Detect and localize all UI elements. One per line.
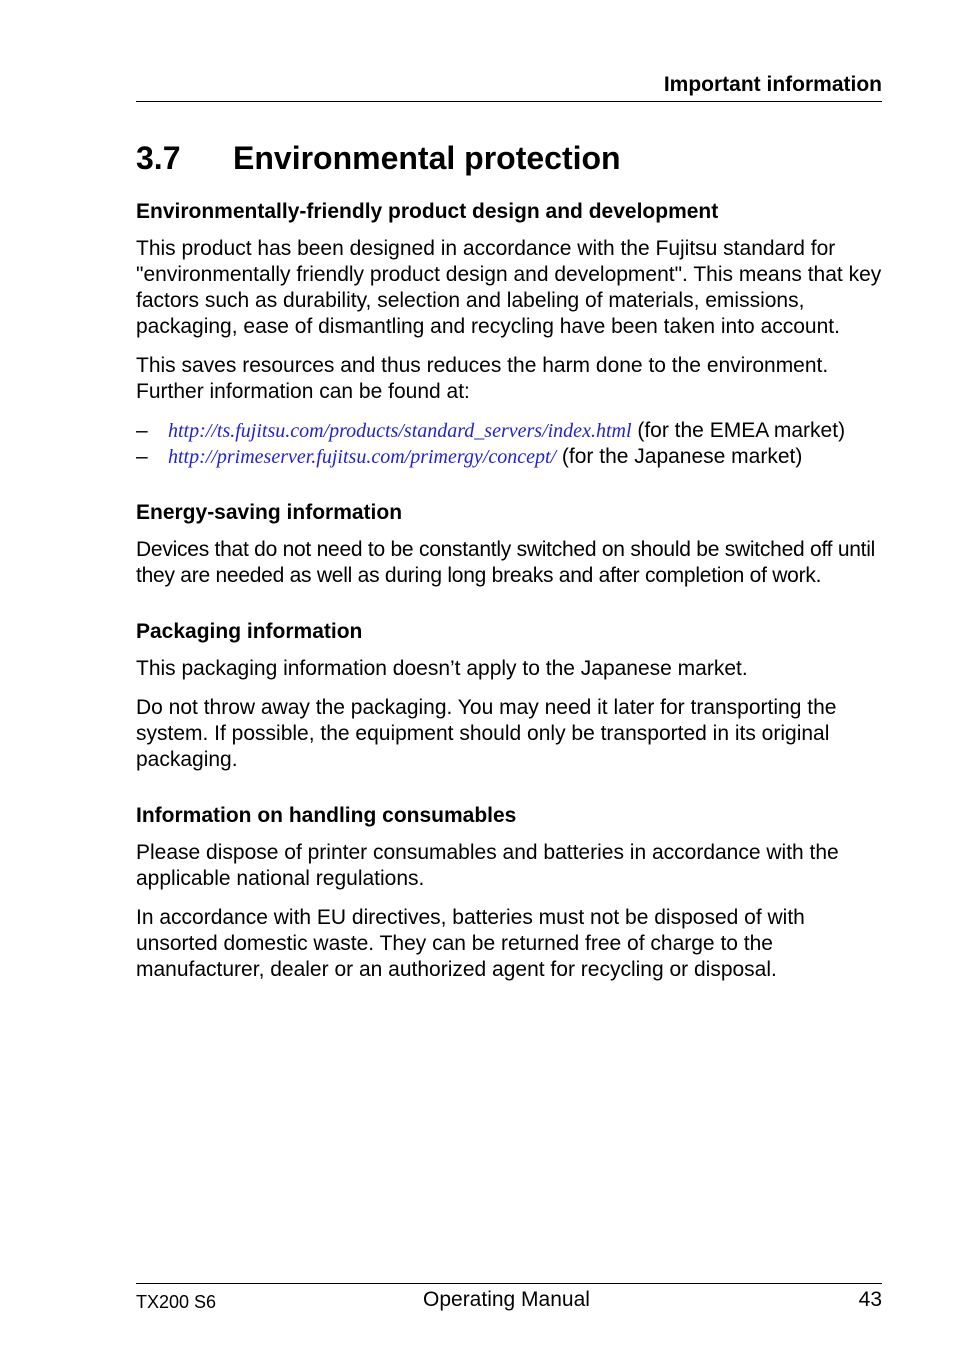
- footer-manual-title: Operating Manual: [423, 1288, 590, 1311]
- packaging-paragraph-2: Do not throw away the packaging. You may need it later for transporting the system. If possible, the equipment should only be transported in its original packaging.: [136, 696, 837, 771]
- list-item: [136, 418, 884, 444]
- header-rule: [136, 101, 882, 102]
- page-content: [136, 136, 884, 996]
- page-number: 43: [858, 1288, 882, 1311]
- design-paragraph-1: This product has been designed in accordance with the Fujitsu standard for "environmentally friendly product design and development". This means that key factors such as durability, selection and labeling of materials, emissions, packaging, ease of dismantling and recycling have been taken into account.: [136, 237, 882, 338]
- packaging-paragraph-1: This packaging information doesn’t apply to the Japanese market.: [136, 657, 748, 680]
- running-header: Important information: [663, 73, 882, 96]
- section-number: 3.7: [136, 140, 181, 176]
- japan-link[interactable]: http://primeserver.fujitsu.com/primergy/concept/: [168, 446, 557, 468]
- consumables-heading: Information on handling consumables: [136, 804, 517, 827]
- emea-link[interactable]: http://ts.fujitsu.com/products/standard_servers/index.html: [168, 420, 632, 442]
- packaging-heading: Packaging information: [136, 620, 363, 643]
- design-heading: Environmentally-friendly product design and development: [136, 200, 719, 223]
- energy-paragraph-1: Devices that do not need to be constantly switched on should be switched off until they are needed as well as during long breaks and after completion of work.: [136, 538, 876, 587]
- design-paragraph-2: This saves resources and thus reduces the harm done to the environment. Further information can be found at:: [136, 354, 829, 403]
- section-title: [136, 136, 884, 180]
- list-item: [136, 444, 884, 470]
- consumables-paragraph-1: Please dispose of printer consumables and batteries in accordance with the applicable national regulations.: [136, 841, 839, 890]
- list-dash: –: [136, 419, 148, 442]
- footer-model: TX200 S6: [136, 1292, 217, 1312]
- section-title-text: Environmental protection: [233, 140, 621, 176]
- list-dash: –: [136, 445, 148, 468]
- consumables-paragraph-2: In accordance with EU directives, batteries must not be disposed of with unsorted domestic waste. They can be returned free of charge to the manufacturer, dealer or an authorized agent for recycling or disposal.: [136, 906, 805, 981]
- japan-link-note: (for the Japanese market): [556, 445, 803, 468]
- energy-heading: Energy-saving information: [136, 501, 403, 524]
- footer-rule: [136, 1283, 882, 1284]
- resource-link-list: [136, 418, 884, 470]
- emea-link-note: (for the EMEA market): [631, 419, 846, 442]
